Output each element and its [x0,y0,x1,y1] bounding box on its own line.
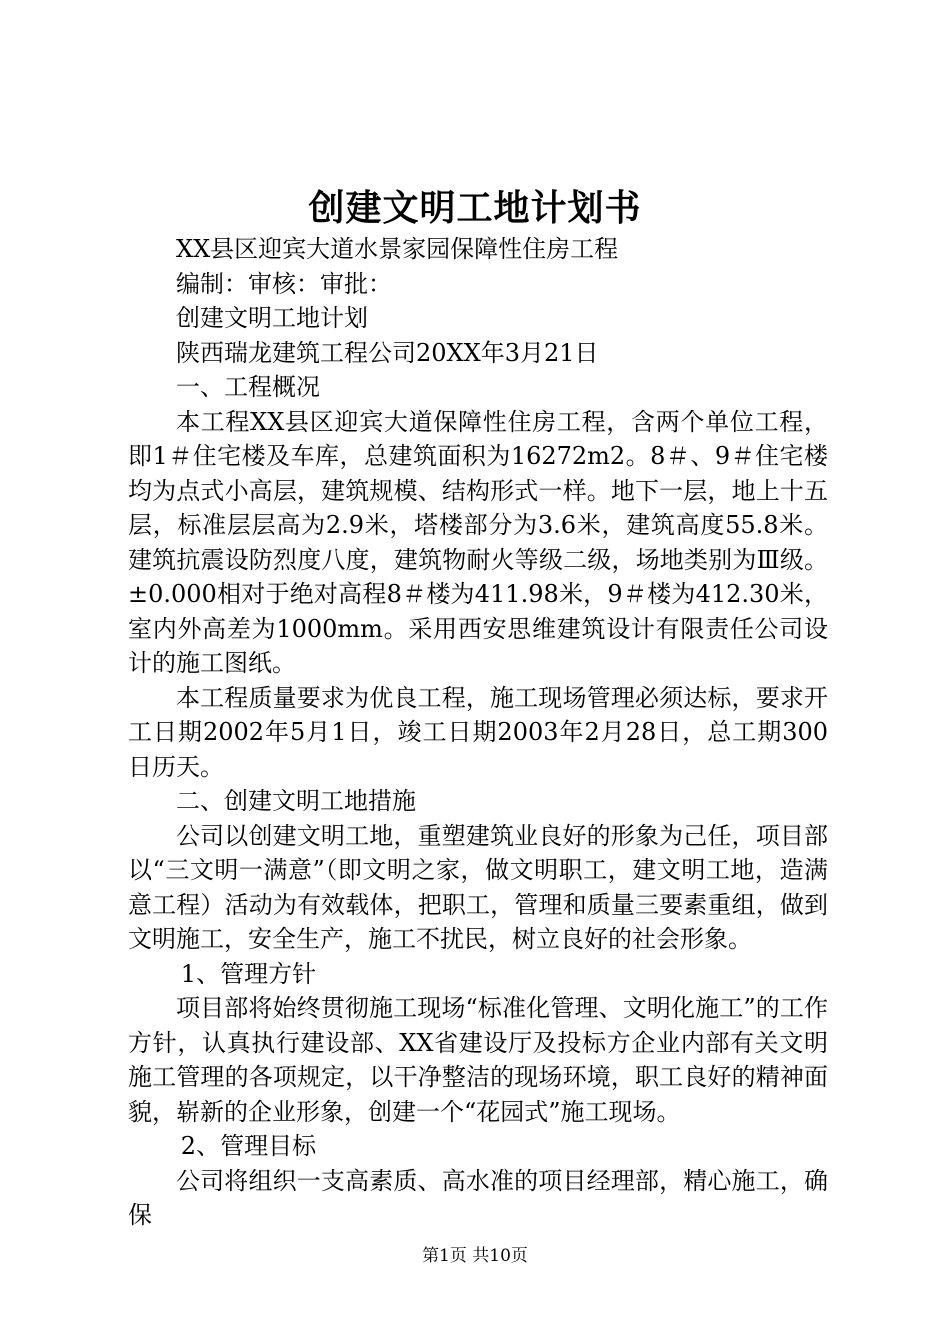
paragraph-policy: 项目部将始终贯彻施工现场“标准化管理、文明化施工”的工作方针，认真执行建设部、XX省建设厅及投标方企业内部有关文明施工管理的各项规定，以干净整洁的现场环境，职工良好的精神面貌，崭新的企业形象，创建一个“花园式”施工现场。 [128,994,828,1126]
document-body [128,232,828,1233]
paragraph-measures: 公司以创建文明工地，重塑建筑业良好的形象为己任，项目部以“三文明一满意”（即文明之家，做文明职工，建文明工地，造满意工程）活动为有效载体，把职工，管理和质量三要素重组，做到文明施工，安全生产，施工不扰民，树立良好的社会形象。 [128,821,828,953]
paragraph-project-name: XX县区迎宾大道水景家园保障性住房工程 [176,235,619,263]
paragraph-quality: 本工程质量要求为优良工程，施工现场管理必须达标，要求开工日期2002年5月1日，竣工日期2003年2月28日，总工期300日历天。 [128,683,828,781]
section-heading-overview: 一、工程概况 [176,373,320,401]
page-number-footer: 第1页 共10页 [422,1246,528,1266]
paragraph-overview: 本工程XX县区迎宾大道保障性住房工程，含两个单位工程，即1＃住宅楼及车库，总建筑面积为16272m2。8＃、9＃住宅楼均为点式小高层，建筑规模、结构形式一样。地下一层，地上十五层，标准层层高为2.9米，塔楼部分为3.6米，建筑高度55.8米。建筑抗震设防烈度八度，建筑物耐火等级二级，场地类别为Ⅲ级。±0.000相对于绝对高程8＃楼为411.98米，9＃楼为412.30米，室内外高差为1000mm。采用西安思维建筑设计有限责任公司设计的施工图纸。 [128,407,828,677]
subheading-goals: 2、管理目标 [180,1132,317,1160]
subheading-policy: 1、管理方针 [180,959,317,988]
paragraph-plan-title: 创建文明工地计划 [176,304,368,332]
paragraph-goals: 公司将组织一支高素质、高水准的项目经理部，精心施工，确保 [128,1166,828,1229]
section-heading-measures: 二、创建文明工地措施 [176,787,416,815]
document-title: 创建文明工地计划书 [308,187,642,229]
paragraph-company-date: 陕西瑞龙建筑工程公司20XX年3月21日 [176,338,599,367]
paragraph-signoff: 编制：审核：审批： [176,269,392,298]
